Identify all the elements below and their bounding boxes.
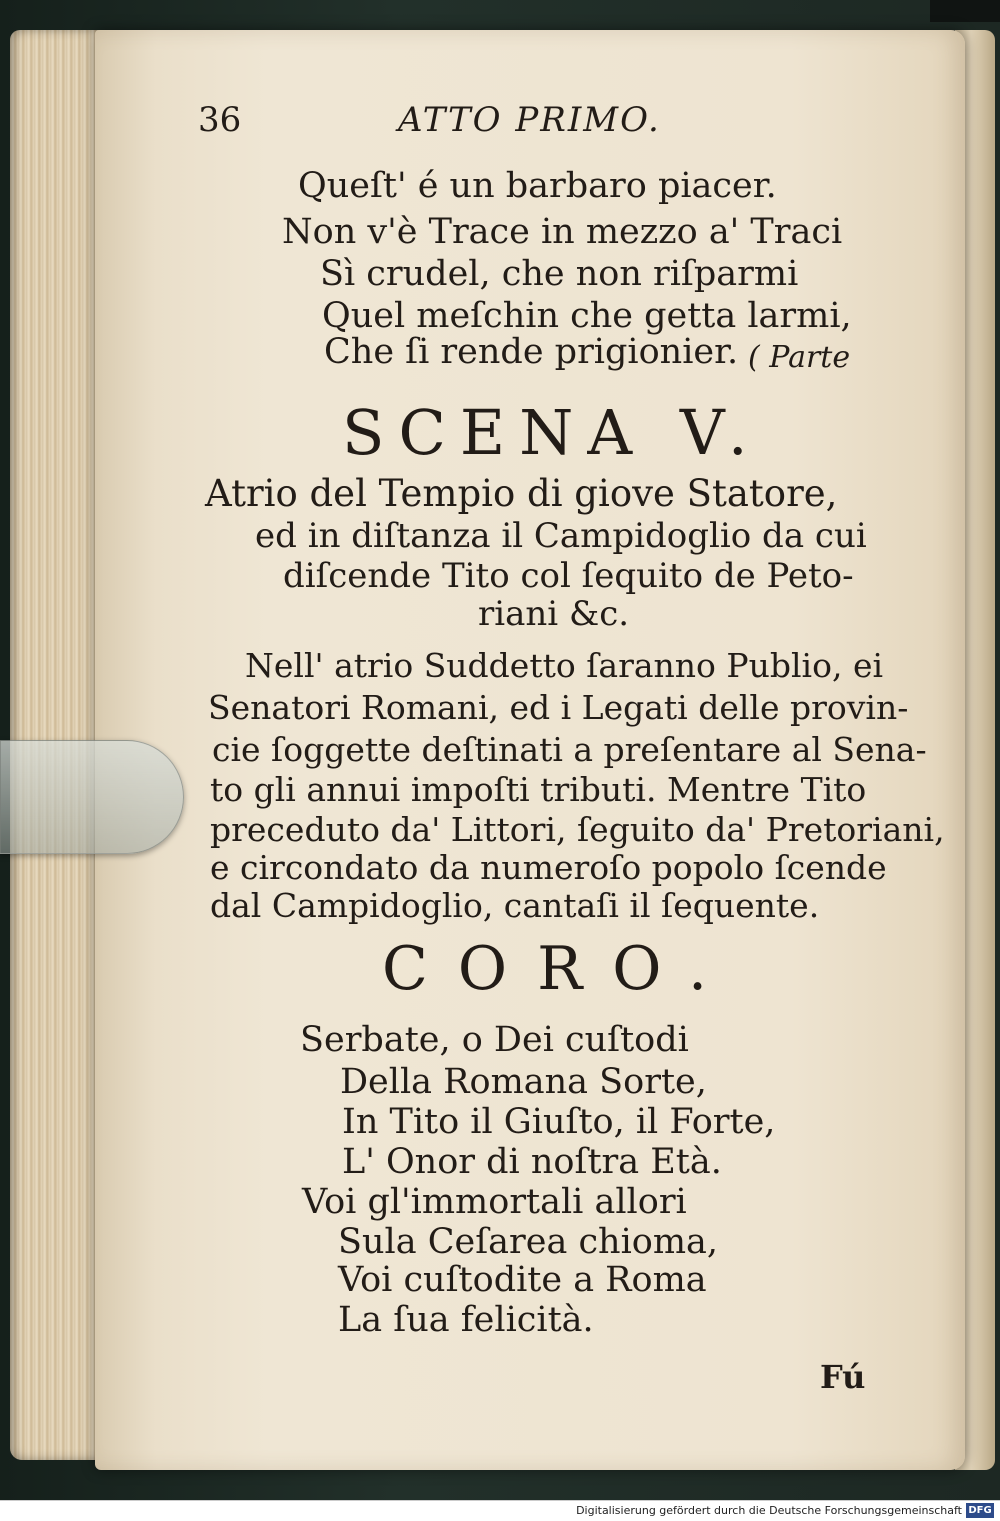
stage-direction-line: dal Campidoglio, cantaſi il ſequente. <box>210 886 820 925</box>
stage-direction-line: preceduto da' Littori, ſeguito da' Pretoriani, <box>210 810 945 849</box>
footer-bar <box>0 1500 1000 1521</box>
verse-line: Sì crudel, che non riſparmi <box>320 254 799 294</box>
setting-line: diſcende Tito col ſequito de Peto- <box>283 556 854 596</box>
chorus-line: Voi gl'immortali allori <box>302 1182 687 1222</box>
stage-direction-line: Nell' atrio Suddetto ſaranno Publio, ei <box>245 646 884 685</box>
setting-line: riani &c. <box>478 594 630 634</box>
setting-line: Atrio del Tempio di giove Statore, <box>205 472 838 515</box>
verse-line: Che ſi rende prigionier. <box>324 332 739 372</box>
setting-line: ed in diſtanza il Campidoglio da cui <box>255 516 867 556</box>
catchword: Fú <box>820 1358 866 1396</box>
verse-line: Queſt' é un barbaro piacer. <box>298 166 777 206</box>
verse-line: Quel meſchin che getta larmi, <box>322 296 852 336</box>
verse-line: Non v'è Trace in mezzo a' Traci <box>282 212 843 252</box>
scene-heading: SCENA V. <box>342 396 762 469</box>
exit-stage-direction: ( Parte <box>748 340 851 375</box>
stage-direction-line: cie ſoggette deſtinati a preſentare al Sena- <box>212 730 927 769</box>
page-clip <box>0 740 184 854</box>
chorus-heading: CORO. <box>382 934 738 1004</box>
scan-corner-shadow <box>930 0 1000 22</box>
chorus-line: La ſua felicità. <box>338 1300 594 1340</box>
chorus-line: Voi cuſtodite a Roma <box>338 1260 707 1300</box>
chorus-line: Serbate, o Dei cuſtodi <box>300 1020 689 1060</box>
stage-direction-line: e circondato da numeroſo popolo ſcende <box>210 848 887 887</box>
chorus-line: L' Onor di noſtra Età. <box>342 1142 722 1182</box>
dfg-logo-icon: DFG <box>966 1503 994 1518</box>
chorus-line: Sula Ceſarea chioma, <box>338 1222 719 1262</box>
footer-credit: Digitalisierung gefördert durch die Deutsche Forschungsgemeinschaft <box>576 1504 962 1517</box>
stage-direction-line: to gli annui impoſti tributi. Mentre Tito <box>210 770 867 809</box>
chorus-line: In Tito il Giuſto, il Forte, <box>342 1102 776 1142</box>
stage-direction-line: Senatori Romani, ed i Legati delle provin- <box>208 688 909 727</box>
page-number: 36 <box>198 100 242 140</box>
chorus-line: Della Romana Sorte, <box>340 1062 707 1102</box>
running-title: ATTO PRIMO. <box>398 100 661 140</box>
